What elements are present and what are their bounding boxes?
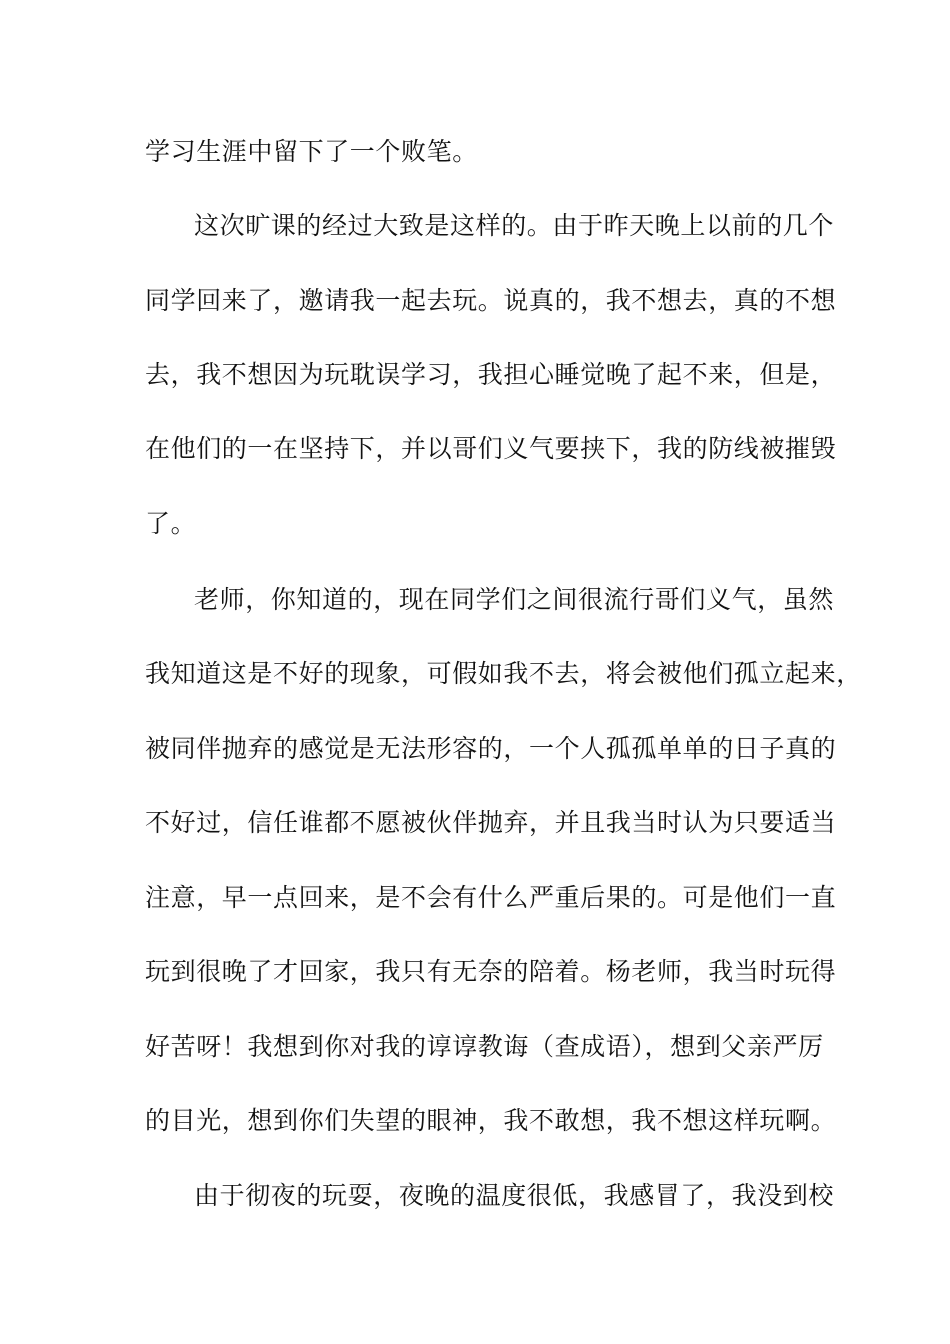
text-line-6: 了。 <box>145 509 197 538</box>
text-line-1: 学习生涯中留下了一个败笔。 <box>145 137 478 166</box>
text-line-14: 的目光，想到你们失望的眼神，我不敢想，我不想这样玩啊。 <box>145 1106 837 1135</box>
text-line-12: 玩到很晚了才回家，我只有无奈的陪着。杨老师，我当时玩得 <box>145 957 837 986</box>
text-line-10: 不好过，信任谁都不愿被伙伴抛弃，并且我当时认为只要适当 <box>145 808 837 837</box>
text-line-4: 去，我不想因为玩耽误学习，我担心睡觉晚了起不来，但是， <box>145 360 837 389</box>
text-line-13: 好苦呀！我想到你对我的谆谆教诲（查成语），想到父亲严厉 <box>145 1032 824 1061</box>
text-line-3: 同学回来了，邀请我一起去玩。说真的，我不想去，真的不想 <box>145 286 837 315</box>
text-line-11: 注意，早一点回来，是不会有什么严重后果的。可是他们一直 <box>145 883 837 912</box>
text-line-9: 被同伴抛弃的感觉是无法形容的，一个人孤孤单单的日子真的 <box>145 734 837 763</box>
paragraph-start-line: 由于彻夜的玩耍，夜晚的温度很低，我感冒了，我没到校 <box>194 1181 835 1210</box>
text-line-5: 在他们的一在坚持下，并以哥们义气要挟下，我的防线被摧毁 <box>145 434 837 463</box>
paragraph-start-line: 老师，你知道的，现在同学们之间很流行哥们义气，虽然 <box>194 585 835 614</box>
paragraph-start-line: 这次旷课的经过大致是这样的。由于昨天晚上以前的几个 <box>194 211 835 240</box>
text-line-8: 我知道这是不好的现象，可假如我不去，将会被他们孤立起来， <box>145 659 862 688</box>
